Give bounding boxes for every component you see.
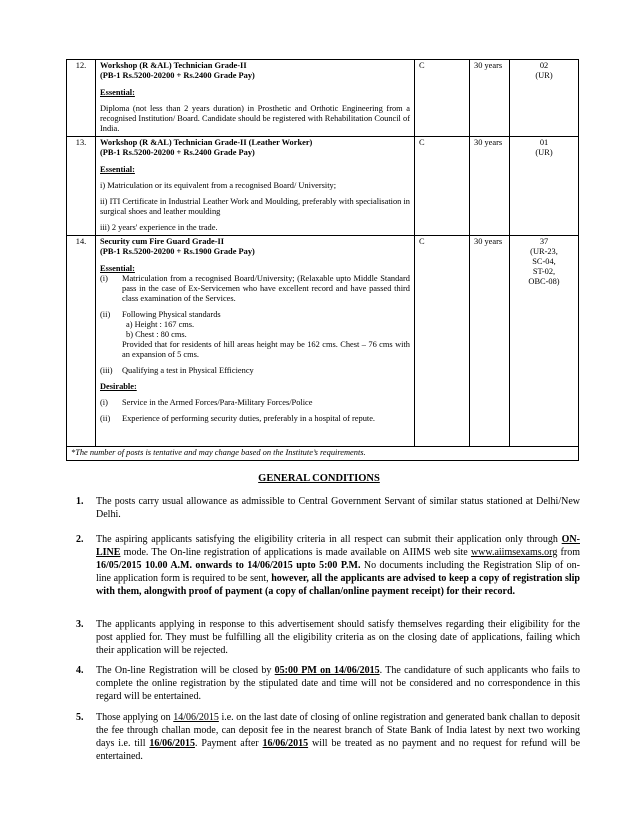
text-span: from bbox=[557, 547, 580, 558]
item-text: Experience of performing security duties, preferably in a hospital of repute. bbox=[122, 414, 376, 423]
item-note: Provided that for residents of hill areas height may be 162 cms. Chest – 76 cms with an expansion of 5 cms. bbox=[122, 340, 410, 359]
closing-time: 05:00 PM on 14/06/2015 bbox=[274, 665, 380, 676]
condition-5 bbox=[76, 711, 580, 763]
essential-heading: Essential: bbox=[100, 165, 135, 174]
text-span: mode. The On-line registration of applications is made available on AIIMS web site bbox=[120, 547, 471, 558]
condition-number: 5. bbox=[76, 712, 84, 723]
pay-scale: (PB-1 Rs.5200-20200 + Rs.2400 Grade Pay) bbox=[100, 148, 255, 157]
list-item bbox=[100, 274, 410, 304]
condition-text: The applicants applying in response to this advertisement should satisfy themselves regarding their eligibility for the post applied for. They must be fulfilling all the eligibility criteria as on the closing date of applications, failing which their application will be rejected. bbox=[96, 619, 580, 656]
list-item bbox=[100, 414, 410, 424]
date-text: 16/06/2015 bbox=[149, 738, 195, 749]
sub-item: a) Height : 167 cms. bbox=[126, 320, 195, 329]
post-title: Workshop (R &AL) Technician Grade-II bbox=[100, 61, 247, 70]
footnote: *The number of posts is tentative and may change based on the Institute’s requirements. bbox=[67, 447, 470, 461]
condition-number: 4. bbox=[76, 665, 84, 676]
condition-text: The posts carry usual allowance as admissible to Central Government Servant of similar status stationed at Delhi/New Delhi. bbox=[96, 496, 580, 520]
post-description bbox=[96, 137, 415, 236]
condition-4 bbox=[76, 664, 580, 703]
item-text: Qualifying a test in Physical Efficiency bbox=[122, 366, 254, 375]
list-item bbox=[100, 310, 410, 360]
post-count bbox=[510, 236, 579, 447]
group: C bbox=[415, 60, 470, 137]
list-item bbox=[100, 398, 410, 408]
post-description bbox=[96, 60, 415, 137]
item-text: Service in the Armed Forces/Para-Military Forces/Police bbox=[122, 398, 313, 407]
essential-heading: Essential: bbox=[100, 264, 135, 273]
date-text: 14/06/2015 bbox=[173, 712, 219, 723]
condition-1 bbox=[76, 495, 580, 521]
post-count-number: 02 bbox=[539, 61, 549, 70]
post-category: (UR) bbox=[535, 148, 553, 157]
serial-number: 13. bbox=[67, 137, 96, 236]
item-text: Following Physical standards bbox=[122, 310, 221, 319]
item-number: (iii) bbox=[100, 366, 113, 375]
item-body bbox=[122, 310, 410, 360]
footnote-spacer bbox=[470, 447, 510, 461]
footnote-row bbox=[67, 447, 579, 461]
table-row bbox=[67, 137, 579, 236]
text-span: The On-line Registration will be closed by bbox=[96, 665, 275, 676]
table-row bbox=[67, 236, 579, 447]
sub-item: b) Chest : 80 cms. bbox=[126, 330, 187, 339]
post-count-number: 01 bbox=[539, 138, 549, 147]
advisory-text: however, all the applicants are advised to keep a copy of registration slip with them, alongwith proof of payment (a copy of challan/online payment receipt) for their record. bbox=[96, 573, 580, 597]
essential-heading: Essential: bbox=[100, 88, 135, 97]
age-limit: 30 years bbox=[470, 137, 510, 236]
condition-text bbox=[96, 711, 580, 763]
online-mode-text: ON-LINE bbox=[96, 534, 580, 558]
item-number: (i) bbox=[100, 398, 108, 407]
condition-number: 2. bbox=[76, 534, 84, 545]
age-limit: 30 years bbox=[470, 236, 510, 447]
text-span: . The candidature of such applicants who fails to complete the online registration by the stipulated date and time will not be considered and no correspondence in this regard will be entertained. bbox=[96, 665, 580, 702]
text-span: i.e. on the last date of closing of online registration and generated bank challan to deposit the fee through challan mode, can deposit fee in the nearest branch of State Bank of India latest by next two working days i.e. till bbox=[96, 712, 580, 749]
text-span: The aspiring applicants satisfying the eligibility criteria in all respect can submit their application only through bbox=[96, 534, 562, 545]
condition-text bbox=[96, 533, 580, 598]
table-row bbox=[67, 60, 579, 137]
item-number: (i) bbox=[100, 274, 108, 283]
group: C bbox=[415, 137, 470, 236]
serial-number: 12. bbox=[67, 60, 96, 137]
general-conditions-title: GENERAL CONDITIONS bbox=[258, 473, 380, 484]
website-link[interactable]: www.aiimsexams.org bbox=[470, 547, 558, 558]
text-span: will be treated as no payment and no request for refund will be entertained. bbox=[96, 738, 581, 762]
post-count bbox=[510, 137, 579, 236]
text-span: . Payment after bbox=[194, 738, 263, 749]
condition-2 bbox=[76, 533, 580, 598]
list-item: ii) ITI Certificate in Industrial Leather Work and Moulding, preferably with specialisation in surgical shoes and leather moulding bbox=[100, 197, 410, 216]
post-breakdown: ST-02, bbox=[532, 267, 556, 276]
condition-number: 3. bbox=[76, 619, 84, 630]
post-category: (UR) bbox=[535, 71, 553, 80]
post-title: Workshop (R &AL) Technician Grade-II (Leather Worker) bbox=[100, 138, 313, 147]
registration-dates: 16/05/2015 10.00 A.M. onwards to 14/06/2015 upto 5:00 P.M. bbox=[96, 560, 361, 571]
text-span: Those applying on bbox=[96, 712, 174, 723]
pay-scale: (PB-1 Rs.5200-20200 + Rs.1900 Grade Pay) bbox=[100, 247, 255, 256]
essential-text: Diploma (not less than 2 years duration) in Prosthetic and Orthotic Engineering from a recognised Institution/ Board. Candidate should be registered with Rehabilitation Council of India. bbox=[100, 104, 410, 133]
post-breakdown: SC-04, bbox=[532, 257, 556, 266]
condition-3 bbox=[76, 618, 580, 657]
condition-text bbox=[96, 664, 580, 703]
post-breakdown: OBC-08) bbox=[528, 277, 560, 286]
post-count bbox=[510, 60, 579, 137]
item-number: (ii) bbox=[100, 414, 111, 423]
text-span: No documents including the Registration Slip of on-line application form is required to be sent, bbox=[96, 560, 580, 584]
list-item: i) Matriculation or its equivalent from a recognised Board/ University; bbox=[100, 181, 337, 190]
desirable-heading: Desirable: bbox=[100, 382, 137, 391]
serial-number: 14. bbox=[67, 236, 96, 447]
list-item bbox=[100, 366, 410, 376]
post-title: Security cum Fire Guard Grade-II bbox=[100, 237, 225, 246]
age-limit: 30 years bbox=[470, 60, 510, 137]
item-text: Matriculation from a recognised Board/University; (Relaxable upto Middle Standard pass in the case of Ex-Servicemen who have excellent record and have passed third class examination of the Services. bbox=[122, 274, 410, 303]
group: C bbox=[415, 236, 470, 447]
condition-number: 1. bbox=[76, 496, 84, 507]
pay-scale: (PB-1 Rs.5200-20200 + Rs.2400 Grade Pay) bbox=[100, 71, 255, 80]
posts-table bbox=[66, 59, 579, 461]
post-breakdown: (UR-23, bbox=[530, 247, 558, 256]
list-item: iii) 2 years' experience in the trade. bbox=[100, 223, 218, 232]
date-text: 16/06/2015 bbox=[262, 738, 309, 749]
post-description bbox=[96, 236, 415, 447]
footnote-spacer bbox=[510, 447, 579, 461]
post-count-number: 37 bbox=[539, 237, 549, 246]
item-number: (ii) bbox=[100, 310, 111, 319]
